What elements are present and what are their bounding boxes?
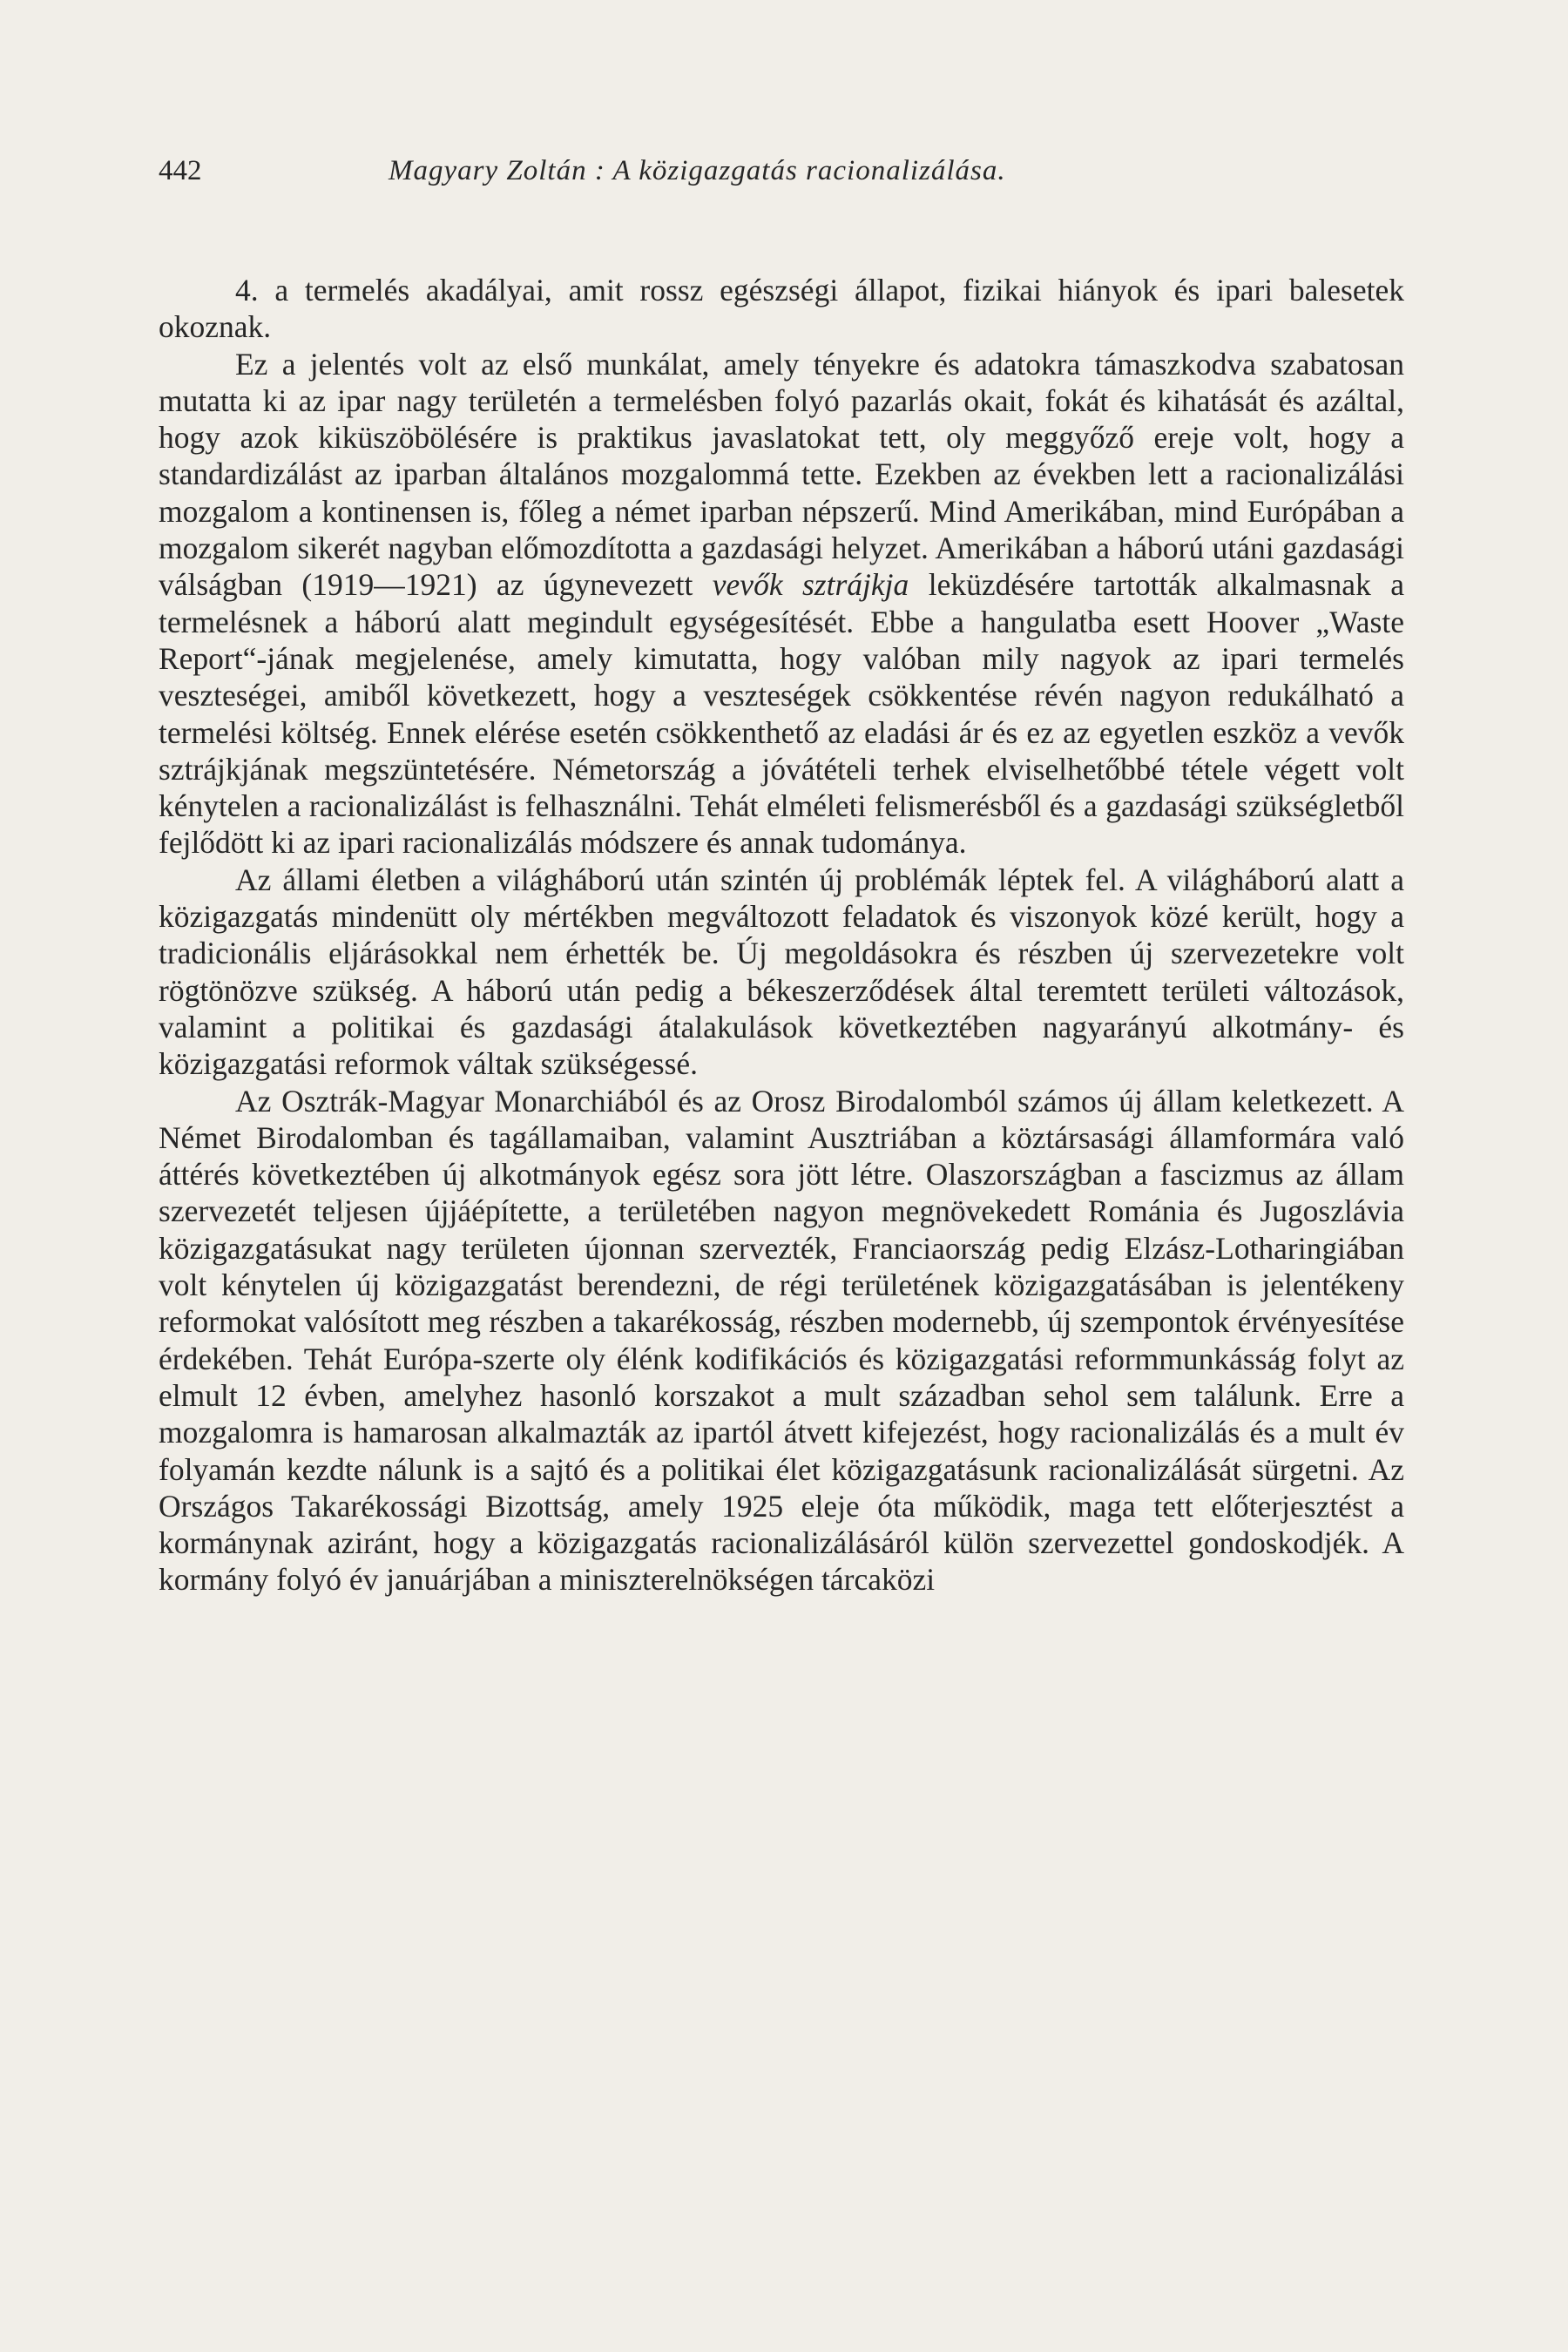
paragraph-text: leküzdésére tartották alkalmasnak a termelésnek a háború alatt megindult egységesítését. Ebbe a hangulatba esett Hoover „Waste Report“-jának megjelenése, amely kimutatta, hogy valóban mily nagyok az ipari termelés veszteségei, amiből következett, hogy a veszteségek csökkentése révén nagyon redukálható a termelési költség. Ennek elérése esetén csökkenthető az eladási ár és ez az egyetlen eszköz a vevők sztrájkjának megszüntetésére. Németország a jóvátételi terhek elviselhetőbbé tétele végett volt kénytelen a racionalizálást is felhasználni. Tehát elméleti felismerésből és a gazdasági szükségletből fejlődött ki az ipari racionalizálás módszere és annak tudománya. [159,567,1404,861]
paragraph-text: Az Osztrák-Magyar Monarchiából és az Orosz Birodalomból számos új állam keletkezett. A Német Birodalomban és tagállamaiban, valamint Ausztriában a köztársasági államformára való áttérés következtében új alkotmányok egész sora jött létre. Olaszországban a fascizmus az állam szervezetét teljesen újjáépítette, a területében nagyon megnövekedett Románia és Jugoszlávia közigazgatásukat nagy területen újonnan szervezték, Franciaország pedig Elzász-Lotharingiában volt kénytelen új közigazgatást berendezni, de régi területének közigazgatásában is jelentékeny reformokat valósított meg részben a takarékosság, részben modernebb, új szempontok érvényesítése érdekében. Tehát Európa-szerte oly élénk kodifikációs és közigazgatási reformmunkásság folyt az elmult 12 évben, amelyhez hasonló korszakot a mult században sehol sem találunk. Erre a mozgalomra is hamarosan alkalmazták az ipartól átvett kifejezést, hogy racionalizálás és a mult év folyamán kezdte nálunk is a sajtó és a politikai élet közigazgatásunk racionalizálását sürgetni. Az Országos Takarékossági Bizottság, amely 1925 eleje óta működik, maga tett előterjesztést a kormánynak aziránt, hogy a közigazgatás racionalizálásáról külön szervezettel gondoskodjék. A kormány folyó év januárjában a miniszterelnökségen tárcaközi [159,1083,1404,1598]
page-number: 442 [159,155,202,186]
paragraph-list-item [159,272,1404,346]
paragraph [159,1083,1404,1598]
paragraph-text: Ez a jelentés volt az első munkálat, amely tényekre és adatokra támaszkodva szabatosan mutatta ki az ipar nagy területén a termelésben folyó pazarlás okait, fokát és kihatását és azáltal, hogy azok kiküszöbölésére is praktikus javaslatokat tett, oly meggyőző ereje volt, hogy a standardizálást az iparban általános mozgalommá tette. Ezekben az években lett a racionalizálási mozgalom a kontinensen is, főleg a német iparban népszerű. Mind Amerikában, mind Európában a mozgalom sikerét nagyban előmozdította a gazdasági helyzet. Amerikában a háború utáni gazdasági válságban (1919—1921) az úgynevezett [159,346,1404,603]
italic-term: vevők sztrájkja [712,567,909,603]
paragraph [159,346,1404,862]
paragraph [159,862,1404,1083]
paragraph-text: Az állami életben a világháború után szintén új problémák léptek fel. A világháború alatt a közigazgatás mindenütt oly mértékben megváltozott feladatok és viszonyok közé került, hogy a tradicionális eljárásokkal nem érhették be. Új megoldásokra és részben új szervezetekre volt rögtönözve szükség. A háború után pedig a békeszerződések által teremtett területi változások, valamint a politikai és gazdasági átalakulások következtében nagyarányú alkotmány- és közigazgatási reformok váltak szükségessé. [159,862,1404,1082]
page-header [159,150,1404,192]
body-text [159,272,1404,1598]
paragraph-text: 4. a termelés akadályai, amit rossz egészségi állapot, fizikai hiányok és ipari balesetek okoznak. [159,273,1404,345]
running-title: Magyary Zoltán : A közigazgatás racionalizálása. [389,155,1006,186]
